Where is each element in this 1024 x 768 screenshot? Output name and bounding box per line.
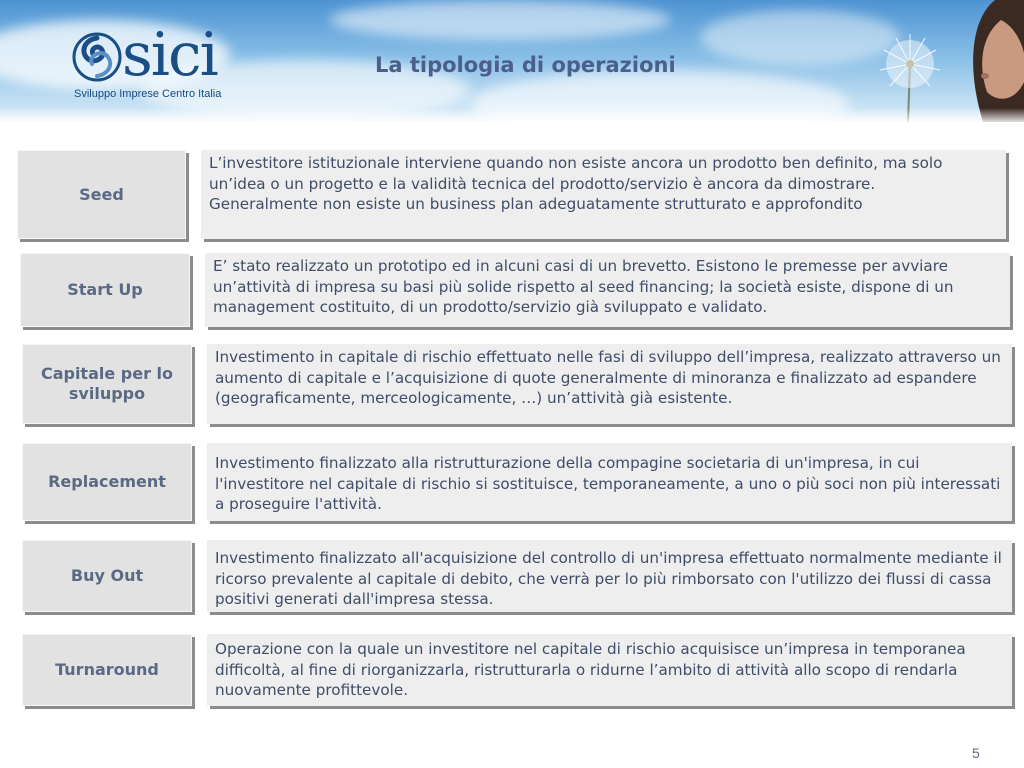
header-banner bbox=[0, 0, 1024, 122]
row-description-buy-out: Investimento finalizzato all'acquisizione del controllo di un'impresa effettuato normalmente mediante il ricorso prevalente al capitale di debito, che verrà per lo più rimborsato con l'utilizzo dei flussi di cassa positivi generati dall'impresa stessa. bbox=[207, 540, 1012, 612]
row-label-capitale-per-lo-sviluppo: Capitale per lo sviluppo bbox=[22, 344, 192, 424]
header-fade bbox=[0, 108, 1024, 122]
row-label-seed: Seed bbox=[17, 150, 186, 239]
row-label-turnaround: Turnaround bbox=[22, 634, 192, 706]
row-description-start-up: E’ stato realizzato un prototipo ed in alcuni casi di un brevetto. Esistono le premesse per avviare un’attività di impresa su basi più solide rispetto al seed financing; la società esiste, dispone di un management costituito, di un prodotto/servizio già sviluppato e validato. bbox=[205, 253, 1010, 327]
page-number: 5 bbox=[972, 745, 980, 761]
row-label-buy-out: Buy Out bbox=[22, 540, 192, 612]
row-description-capitale-per-lo-sviluppo: Investimento in capitale di rischio effettuato nelle fasi di sviluppo dell’impresa, realizzato attraverso un aumento di capitale e l’acquisizione di quote generalmente di minoranza e finalizzato ad espandere (geograficamente, merceologicamente, …) un’attività già esistente. bbox=[207, 344, 1012, 424]
page-title: La tipologia di operazioni bbox=[375, 53, 676, 77]
row-description-replacement: Investimento finalizzato alla ristrutturazione della compagine societaria di un'impresa, in cui l'investitore nel capitale di rischio si sostituisce, temporaneamente, a uno o più soci non più interessati a proseguire l'attività. bbox=[207, 443, 1012, 521]
logo-tagline: Sviluppo Imprese Centro Italia bbox=[74, 88, 222, 100]
logo-wordmark: sici bbox=[122, 20, 217, 90]
row-label-start-up: Start Up bbox=[20, 253, 190, 327]
sici-logo-icon bbox=[72, 32, 122, 82]
dandelion-icon bbox=[870, 20, 950, 122]
sici-logo bbox=[72, 20, 242, 108]
row-description-seed: L’investitore istituzionale interviene quando non esiste ancora un prodotto ben definito, ma solo un’idea o un progetto e la validità tecnica del prodotto/servizio è ancora da dimostrare. Generalmente non esiste un business plan adeguatamente strutturato e approfondito bbox=[201, 150, 1006, 239]
cloud-decoration bbox=[330, 0, 670, 40]
child-face-image bbox=[965, 0, 1024, 122]
row-label-replacement: Replacement bbox=[22, 443, 192, 521]
row-description-turnaround: Operazione con la quale un investitore nel capitale di rischio acquisisce un’impresa in temporanea difficoltà, al fine di riorganizzarla, ristrutturarla o ridurne l’ambito di attività allo scopo di rendarla nuovamente profittevole. bbox=[207, 634, 1012, 706]
